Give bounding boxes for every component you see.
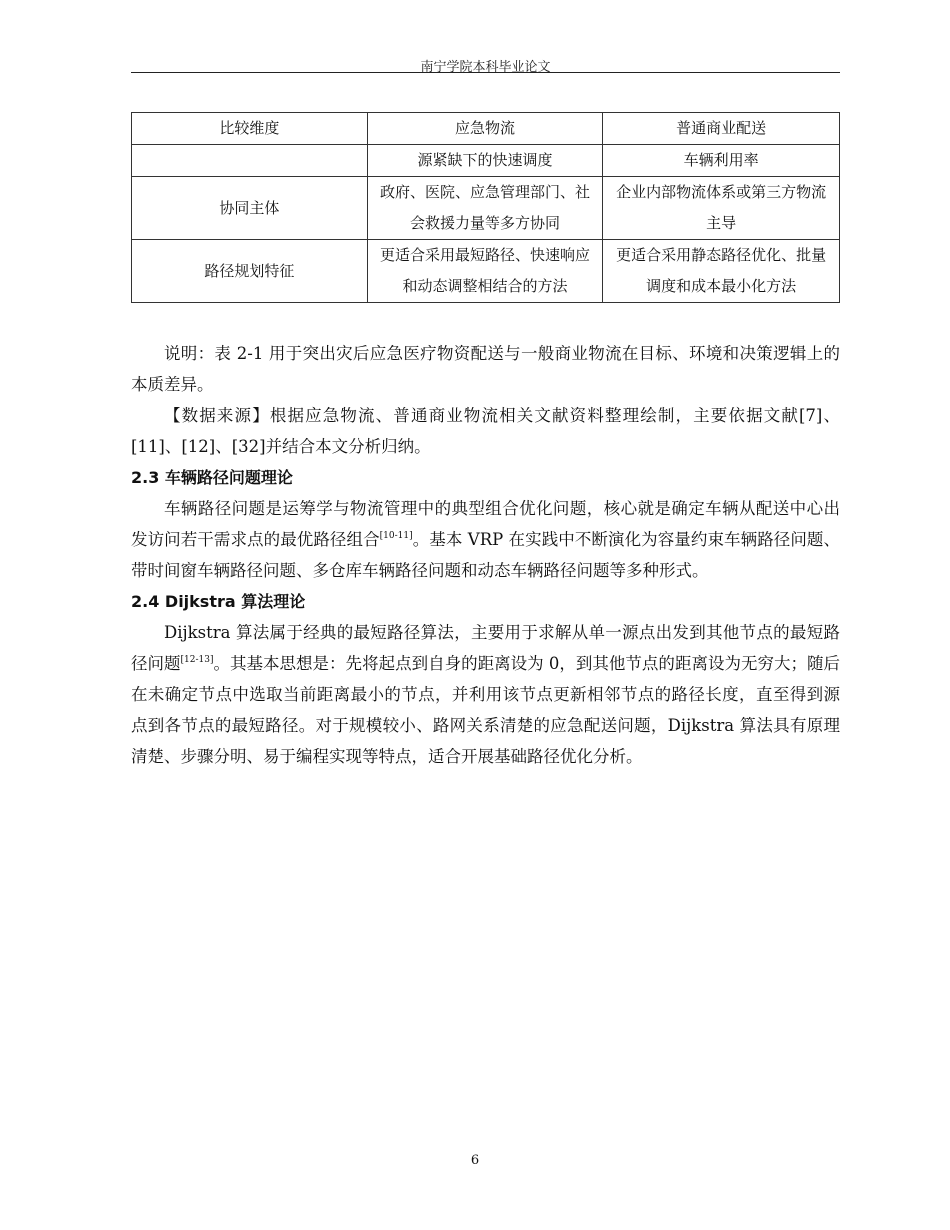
section-2-3-paragraph <box>131 493 840 586</box>
paragraph-text: Dijkstra 算法属于经典的最短路径算法，主要用于求解从单一源点出发到其他节点的最短路径问题 <box>131 623 840 673</box>
paragraph-text: 。其基本思想是：先将起点到自身的距离设为 0，到其他节点的距离设为无穷大；随后在未确定节点中选取当前距离最小的节点，并利用该节点更新相邻节点的路径长度，直至得到源点到各节点的最短路径。对于规模较小、路网关系清楚的应急配送问题，Dijkstra 算法具有原理清楚、步骤分明、易于编程实现等特点，适合开展基础路径优化分析。 <box>131 654 841 766</box>
table-header-cell: 普通商业配送 <box>603 113 840 145</box>
paragraph-text: 车辆路径问题是运筹学与物流管理中的典型组合优化问题，核心就是确定车辆从配送中心出发访问若干需求点的最优路径组合 <box>131 499 840 549</box>
table-header-row <box>132 113 840 145</box>
table-header-cell: 比较维度 <box>132 113 368 145</box>
page-header: 南宁学院本科毕业论文 <box>420 60 551 75</box>
section-heading-2-4: 2.4 Dijkstra 算法理论 <box>131 592 306 611</box>
header-rule <box>131 72 840 73</box>
table-row <box>132 240 840 303</box>
body-text <box>131 338 840 772</box>
comparison-table <box>131 112 840 303</box>
page-number: 6 <box>470 1153 480 1168</box>
table-cell-commercial: 更适合采用静态路径优化、批量调度和成本最小化方法 <box>603 240 840 303</box>
citation: [12-13] <box>180 655 214 665</box>
section-heading-2-3: 2.3 车辆路径问题理论 <box>131 468 293 487</box>
table-note: 说明：表 2-1 用于突出灾后应急医疗物资配送与一般商业物流在目标、环境和决策逻辑上的本质差异。 <box>131 344 840 394</box>
table-cell-dimension: 协同主体 <box>132 177 368 240</box>
paragraph-text: 。基本 VRP 在实践中不断演化为容量约束车辆路径问题、带时间窗车辆路径问题、多仓库车辆路径问题和动态车辆路径问题等多种形式。 <box>131 530 841 580</box>
table-row <box>132 145 840 177</box>
section-2-4-paragraph <box>131 617 840 772</box>
data-source: 【数据来源】根据应急物流、普通商业物流相关文献资料整理绘制，主要依据文献[7]、[11]、[12]、[32]并结合本文分析归纳。 <box>131 406 840 456</box>
table-cell-commercial: 企业内部物流体系或第三方物流主导 <box>603 177 840 240</box>
table-cell-commercial: 车辆利用率 <box>603 145 840 177</box>
table-cell-dimension: 路径规划特征 <box>132 240 368 303</box>
table-row <box>132 177 840 240</box>
table-cell-emergency: 政府、医院、应急管理部门、社会救援力量等多方协同 <box>367 177 603 240</box>
table-cell-dimension <box>132 145 368 177</box>
table-cell-emergency: 更适合采用最短路径、快速响应和动态调整相结合的方法 <box>367 240 603 303</box>
citation: [10-11] <box>379 531 413 541</box>
table-header-cell: 应急物流 <box>367 113 603 145</box>
table-cell-emergency: 源紧缺下的快速调度 <box>367 145 603 177</box>
